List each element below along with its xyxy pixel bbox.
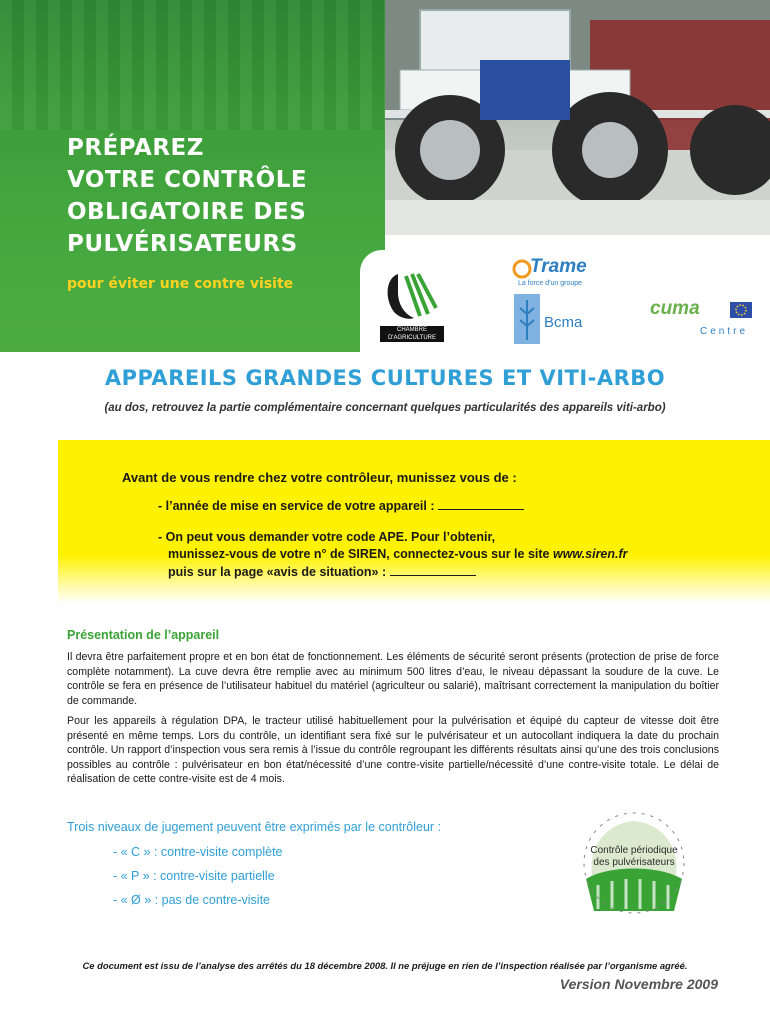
bcma-logo bbox=[512, 292, 612, 346]
trame-tagline: La force d'un groupe bbox=[518, 280, 582, 287]
chambre-caption: CHAMBRE D'AGRICULTURE bbox=[380, 326, 444, 342]
chambre-agriculture-logo bbox=[380, 268, 444, 344]
judgement-item: - « C » : contre-visite complète bbox=[113, 845, 283, 859]
bcma-name: Bcma bbox=[544, 314, 583, 331]
sprayer-tractor-photo bbox=[380, 0, 770, 235]
cuma-centre-logo bbox=[646, 296, 758, 348]
footer-note: Ce document est issu de l’analyse des arrêtés du 18 décembre 2008. Il ne préjuge en rien de l’inspection réalisée par l’organisme agréé. bbox=[82, 960, 688, 971]
cuma-name: cuma bbox=[650, 298, 700, 319]
title-line: VOTRE CONTRÔLE bbox=[67, 167, 308, 193]
notice-line-siren bbox=[168, 547, 628, 561]
eu-flag-icon bbox=[730, 302, 752, 318]
siren-url-link[interactable]: www.siren.fr bbox=[552, 547, 628, 561]
notice-line-year bbox=[158, 498, 524, 513]
controle-periodique-seal bbox=[578, 805, 690, 917]
notice-intro: Avant de vous rendre chez votre contrôleur, munissez vous de : bbox=[122, 470, 517, 485]
notice-box bbox=[58, 440, 770, 604]
title-line: PRÉPAREZ bbox=[67, 135, 204, 161]
blank-line bbox=[438, 498, 524, 510]
header-banner bbox=[0, 0, 770, 352]
notice-avis-text: puis sur la page «avis de situation» : bbox=[168, 565, 390, 579]
judgement-title: Trois niveaux de jugement peuvent être exprimés par le contrôleur : bbox=[67, 820, 442, 834]
main-title bbox=[67, 132, 367, 260]
trame-name: Trame bbox=[530, 256, 587, 277]
notice-line-year-text: - l’année de mise en service de votre appareil : bbox=[158, 499, 438, 513]
presentation-paragraph: Pour les appareils à régulation DPA, le tracteur utilisé habituellement pour la pulvérisation et équipé du capteur de vitesse doit être présenté en même temps. Lors du contrôle, un identifiant sera fixé sur le pulvérisateur et un autocollant indiquera la date du prochain contrôle. Un rapport d’inspection vous sera remis à l’issue du contrôle regroupant les différents résultats ainsi qu’une des trois conclusions possibles au contrôle : pulvérisateur en bon état/nécessité d’une contre-visite partielle/nécessité d’une contre-visite totale. Le délai de réalisation de cette contre-visite est de 4 mois. bbox=[67, 715, 719, 785]
cuma-region: Centre bbox=[700, 326, 749, 337]
notice-line-avis bbox=[168, 564, 476, 579]
seal-text-1: Contrôle périodique bbox=[590, 845, 678, 856]
title-line: PULVÉRISATEURS bbox=[67, 231, 298, 257]
section-title: APPAREILS GRANDES CULTURES ET VITI-ARBO bbox=[104, 366, 666, 390]
title-line: OBLIGATOIRE DES bbox=[67, 199, 307, 225]
notice-siren-text: munissez-vous de votre n° de SIREN, connectez-vous sur le site bbox=[168, 547, 553, 561]
seal-text-2: des pulvérisateurs bbox=[593, 857, 675, 868]
section-note: (au dos, retrouvez la partie complémentaire concernant quelques particularités des appareils viti-arbo) bbox=[104, 402, 666, 414]
presentation-title: Présentation de l’appareil bbox=[67, 628, 220, 642]
presentation-paragraph: Il devra être parfaitement propre et en bon état de fonctionnement. Les éléments de sécurité seront présents (protection de prise de force complète notamment). La cuve devra être remplie avec au minimum 500 litres d’eau, le niveau dépassant la soudure de la cuve. Le contrôle se fera en présence de l’utilisateur habituel du matériel (agriculteur ou salarié), maîtrisant correctement la manipulation du boîtier de commande. bbox=[67, 651, 719, 707]
notice-line-ape: - On peut vous demander votre code APE. Pour l’obtenir, bbox=[158, 530, 496, 544]
trame-logo bbox=[512, 256, 612, 290]
judgement-item: - « P » : contre-visite partielle bbox=[113, 869, 275, 883]
blank-line bbox=[390, 564, 476, 576]
judgement-item: - « Ø » : pas de contre-visite bbox=[113, 893, 271, 907]
version-label: Version Novembre 2009 bbox=[559, 976, 718, 992]
subtitle: pour éviter une contre visite bbox=[67, 276, 294, 292]
